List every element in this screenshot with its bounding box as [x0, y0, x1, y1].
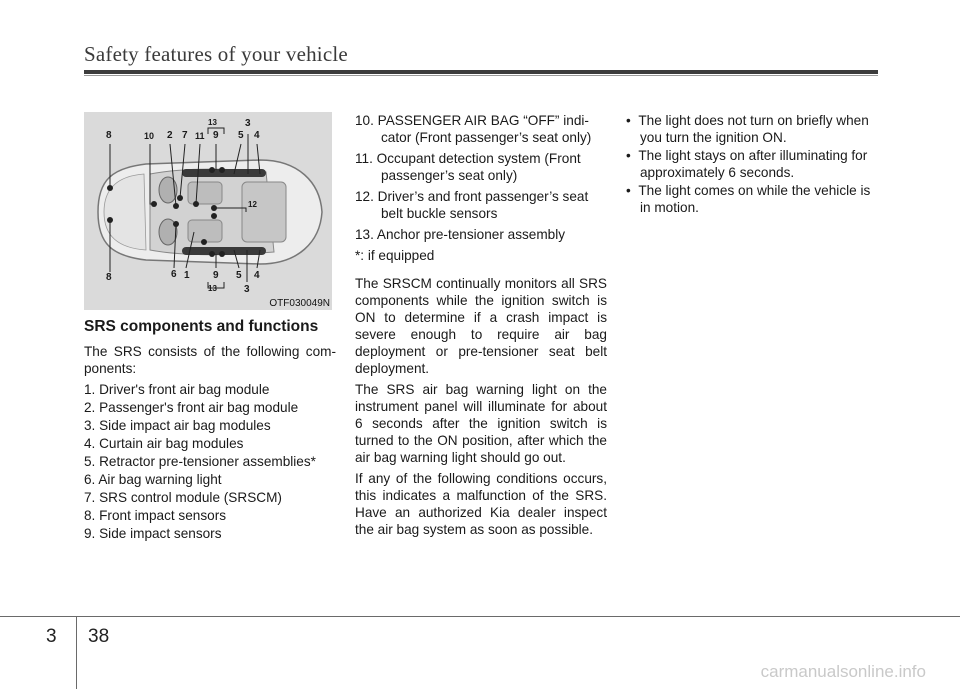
column-3: [626, 112, 882, 217]
bullet-item: [626, 182, 882, 216]
callout-label: 7: [182, 130, 188, 141]
page-header-title: Safety features of your vehicle: [84, 42, 348, 66]
footer-rule: [0, 616, 960, 617]
footer-divider: [76, 616, 77, 689]
component-list-item: 7. SRS control module (SRSCM): [84, 490, 282, 505]
vehicle-top-view-diagram: [84, 112, 332, 310]
component-list-item: 9. Side impact sensors: [84, 526, 222, 541]
body-paragraph: The SRS air bag warning light on the instrument panel will illuminate for about 6 seconds after the ignition switch is turned to the ON position, after which the air bag warning light should go out.: [355, 382, 607, 465]
component-list-item: 8. Front impact sensors: [84, 508, 227, 523]
watermark: carmanualsonline.info: [760, 662, 926, 681]
callout-label: 4: [254, 130, 260, 141]
callout-label: 13: [208, 118, 217, 127]
callout-label: 9: [213, 270, 219, 281]
front-seat-driver: [188, 220, 222, 242]
section-heading: SRS components and functions: [84, 318, 319, 335]
header-rule-thin: [84, 75, 878, 76]
component-list-item: 4. Curtain air bag modules: [84, 436, 244, 451]
rear-seat: [242, 182, 286, 242]
callout-label: 10: [144, 131, 155, 141]
body-paragraph: The SRSCM continually monitors all SRS components while the ignition switch is ON to determine if a crash impact is severe enough to require air bag deployment or pre-tensioner seat belt deployment.: [355, 276, 607, 376]
figure-code: OTF030049N: [269, 298, 330, 309]
bullet-text: The light comes on while the vehicle is in motion.: [638, 183, 871, 215]
callout-label: 3: [245, 118, 251, 129]
callout-label: 12: [248, 200, 257, 209]
footnote: *: if equipped: [355, 248, 435, 263]
callout-label: 4: [254, 270, 260, 281]
component-list-item: 12. Driver’s and front passenger’s seat belt buckle sensors: [355, 189, 589, 221]
callout-label: 8: [106, 272, 112, 283]
component-list-item: 3. Side impact air bag modules: [84, 418, 271, 433]
callout-label: 13: [208, 284, 217, 293]
callout-label: 2: [167, 130, 173, 141]
component-list-item: 11. Occupant detection system (Front passenger’s seat only): [355, 151, 581, 183]
front-seat-passenger: [188, 182, 222, 204]
component-list-item: 6. Air bag warning light: [84, 472, 222, 487]
component-list-item: 10. PASSENGER AIR BAG “OFF” indi-cator (Front passenger’s seat only): [355, 113, 592, 145]
bullet-glyph: •: [626, 183, 639, 198]
column-1: [84, 318, 336, 543]
bullet-item: [626, 147, 882, 181]
callout-label: 11: [195, 131, 205, 141]
body-paragraph: If any of the following conditions occurs, this indicates a malfunction of the SRS. Have an authorized Kia dealer inspect the air bag system as soon as possible.: [355, 471, 607, 537]
callout-label: 1: [184, 270, 190, 281]
callout-label: 9: [213, 130, 219, 141]
component-list-item: 5. Retractor pre-tensioner assemblies*: [84, 454, 316, 469]
bullet-glyph: •: [626, 113, 639, 128]
component-list-item: 2. Passenger's front air bag module: [84, 400, 299, 415]
intro-paragraph: The SRS consists of the following com-ponents:: [84, 344, 336, 376]
srs-components-figure: [84, 112, 332, 310]
bullet-glyph: •: [626, 148, 639, 163]
callout-label: 5: [236, 270, 242, 281]
callout-label: 6: [171, 269, 177, 280]
callout-label: 8: [106, 130, 112, 141]
bullet-text: The light stays on after illuminating for approximately 6 seconds.: [638, 148, 868, 180]
callout-label: 3: [244, 284, 250, 295]
page-number: 38: [88, 626, 110, 647]
column-2: [355, 112, 607, 542]
chapter-number: 3: [46, 626, 57, 647]
header-rule: [84, 70, 878, 74]
bullet-item: [626, 112, 882, 146]
bullet-text: The light does not turn on briefly when you turn the ignition ON.: [638, 113, 869, 145]
component-list-item: 1. Driver's front air bag module: [84, 382, 270, 397]
callout-label: 5: [238, 130, 244, 141]
component-list-item: 13. Anchor pre-tensioner assembly: [355, 227, 566, 242]
